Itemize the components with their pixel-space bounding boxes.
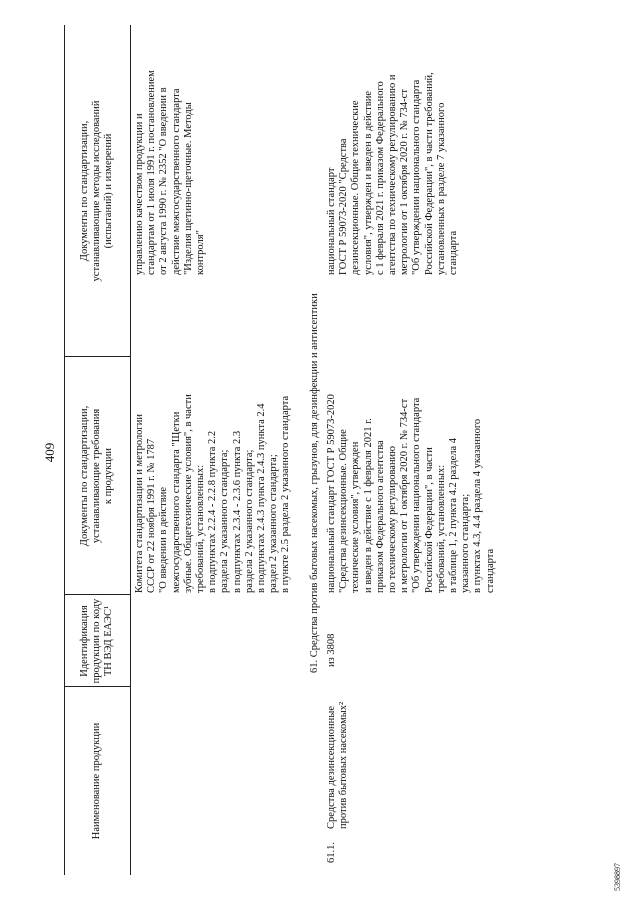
continuation-requirements-cell: Комитета стандартизации и метрологии СССР от 22 ноября 1991 г. № 1787 "О введении в действие межгосударственного стандарта "Щетки зубные. Общетехнические условия", в части требований, установленных: в подпунктах 2.2.4 - 2.2.8 пункта 2.2 раздела 2 указанного стандарта; в подпунктах 2.3.4 - 2.3.6 пункта 2.3 раздела 2 указанного стандарта; в подпунктах 2.4.3 пункта 2.4.3 пункта 2.4 раздел 2 указанного стандарта; в пункте 2.5 раздела 2 указанного стандарта xyxy=(134,394,292,593)
header-test-method-standards: Документы по стандартизации, устанавливающие методы исследований (испытаний) и измерений xyxy=(78,100,115,282)
continuation-methods-cell: управлению качеством продукции и стандартам от 1 июля 1991 г. постановлением от 2 августа 1990 г. № 2352 "О введении в действие межгосударственного стандарта "Изделия щетинно-щеточные. Методы контроля" xyxy=(134,70,207,275)
header-requirement-standards: Документы по стандартизации, устанавливающие требования к продукции xyxy=(78,405,115,547)
header-product-name: Наименование продукции xyxy=(90,722,102,840)
header-tn-ved-code: Идентификация продукции по коду ТН ВЭД ЕАЭС¹ xyxy=(78,598,115,684)
methods-cell: национальный стандарт ГОСТ Р 59073-2020 "Средства дезинсекционные. Общие технические условия", утвержден и введен в действие с 1 февраля 2021 г. приказом Федерального агентства по техническому регулированию и метрологии от 1 октября 2020 г. № 734-ст "Об утверждении национального стандарта Российской Федерации", в части требований, установленных в разделе 7 указанного стандарта xyxy=(326,72,460,275)
requirements-cell: национальный стандарт ГОСТ Р 59073-2020 "Средства дезинсекционные. Общие технические условия", утвержден и введен в действие с 1 февраля 2021 г. приказом Федерального агентства по техническому регулированию и метрологии от 1 октября 2020 г. № 734-ст "Об утверждении национального стандарта Российской Федерации", в части требований, установленных: в таблице 1, 2 пункта 4.2 раздела 4 указанного стандарта; в пунктах 4.3, 4.4 раздела 4 указанного стандарта xyxy=(326,394,496,593)
document-id: 5398897 xyxy=(613,863,622,891)
table-top-border xyxy=(64,25,65,875)
product-name-cell: Средства дезинсекционные против бытовых насекомых² xyxy=(326,701,350,829)
section-title: 61. Средства против бытовых насекомых, грызунов, для дезинфекции и антисептики xyxy=(309,293,320,673)
page-number: 409 xyxy=(42,442,57,463)
header-bottom-border xyxy=(130,25,131,875)
tn-ved-code-cell: из 3808 xyxy=(326,633,337,667)
row-number: 61.1. xyxy=(326,842,337,863)
